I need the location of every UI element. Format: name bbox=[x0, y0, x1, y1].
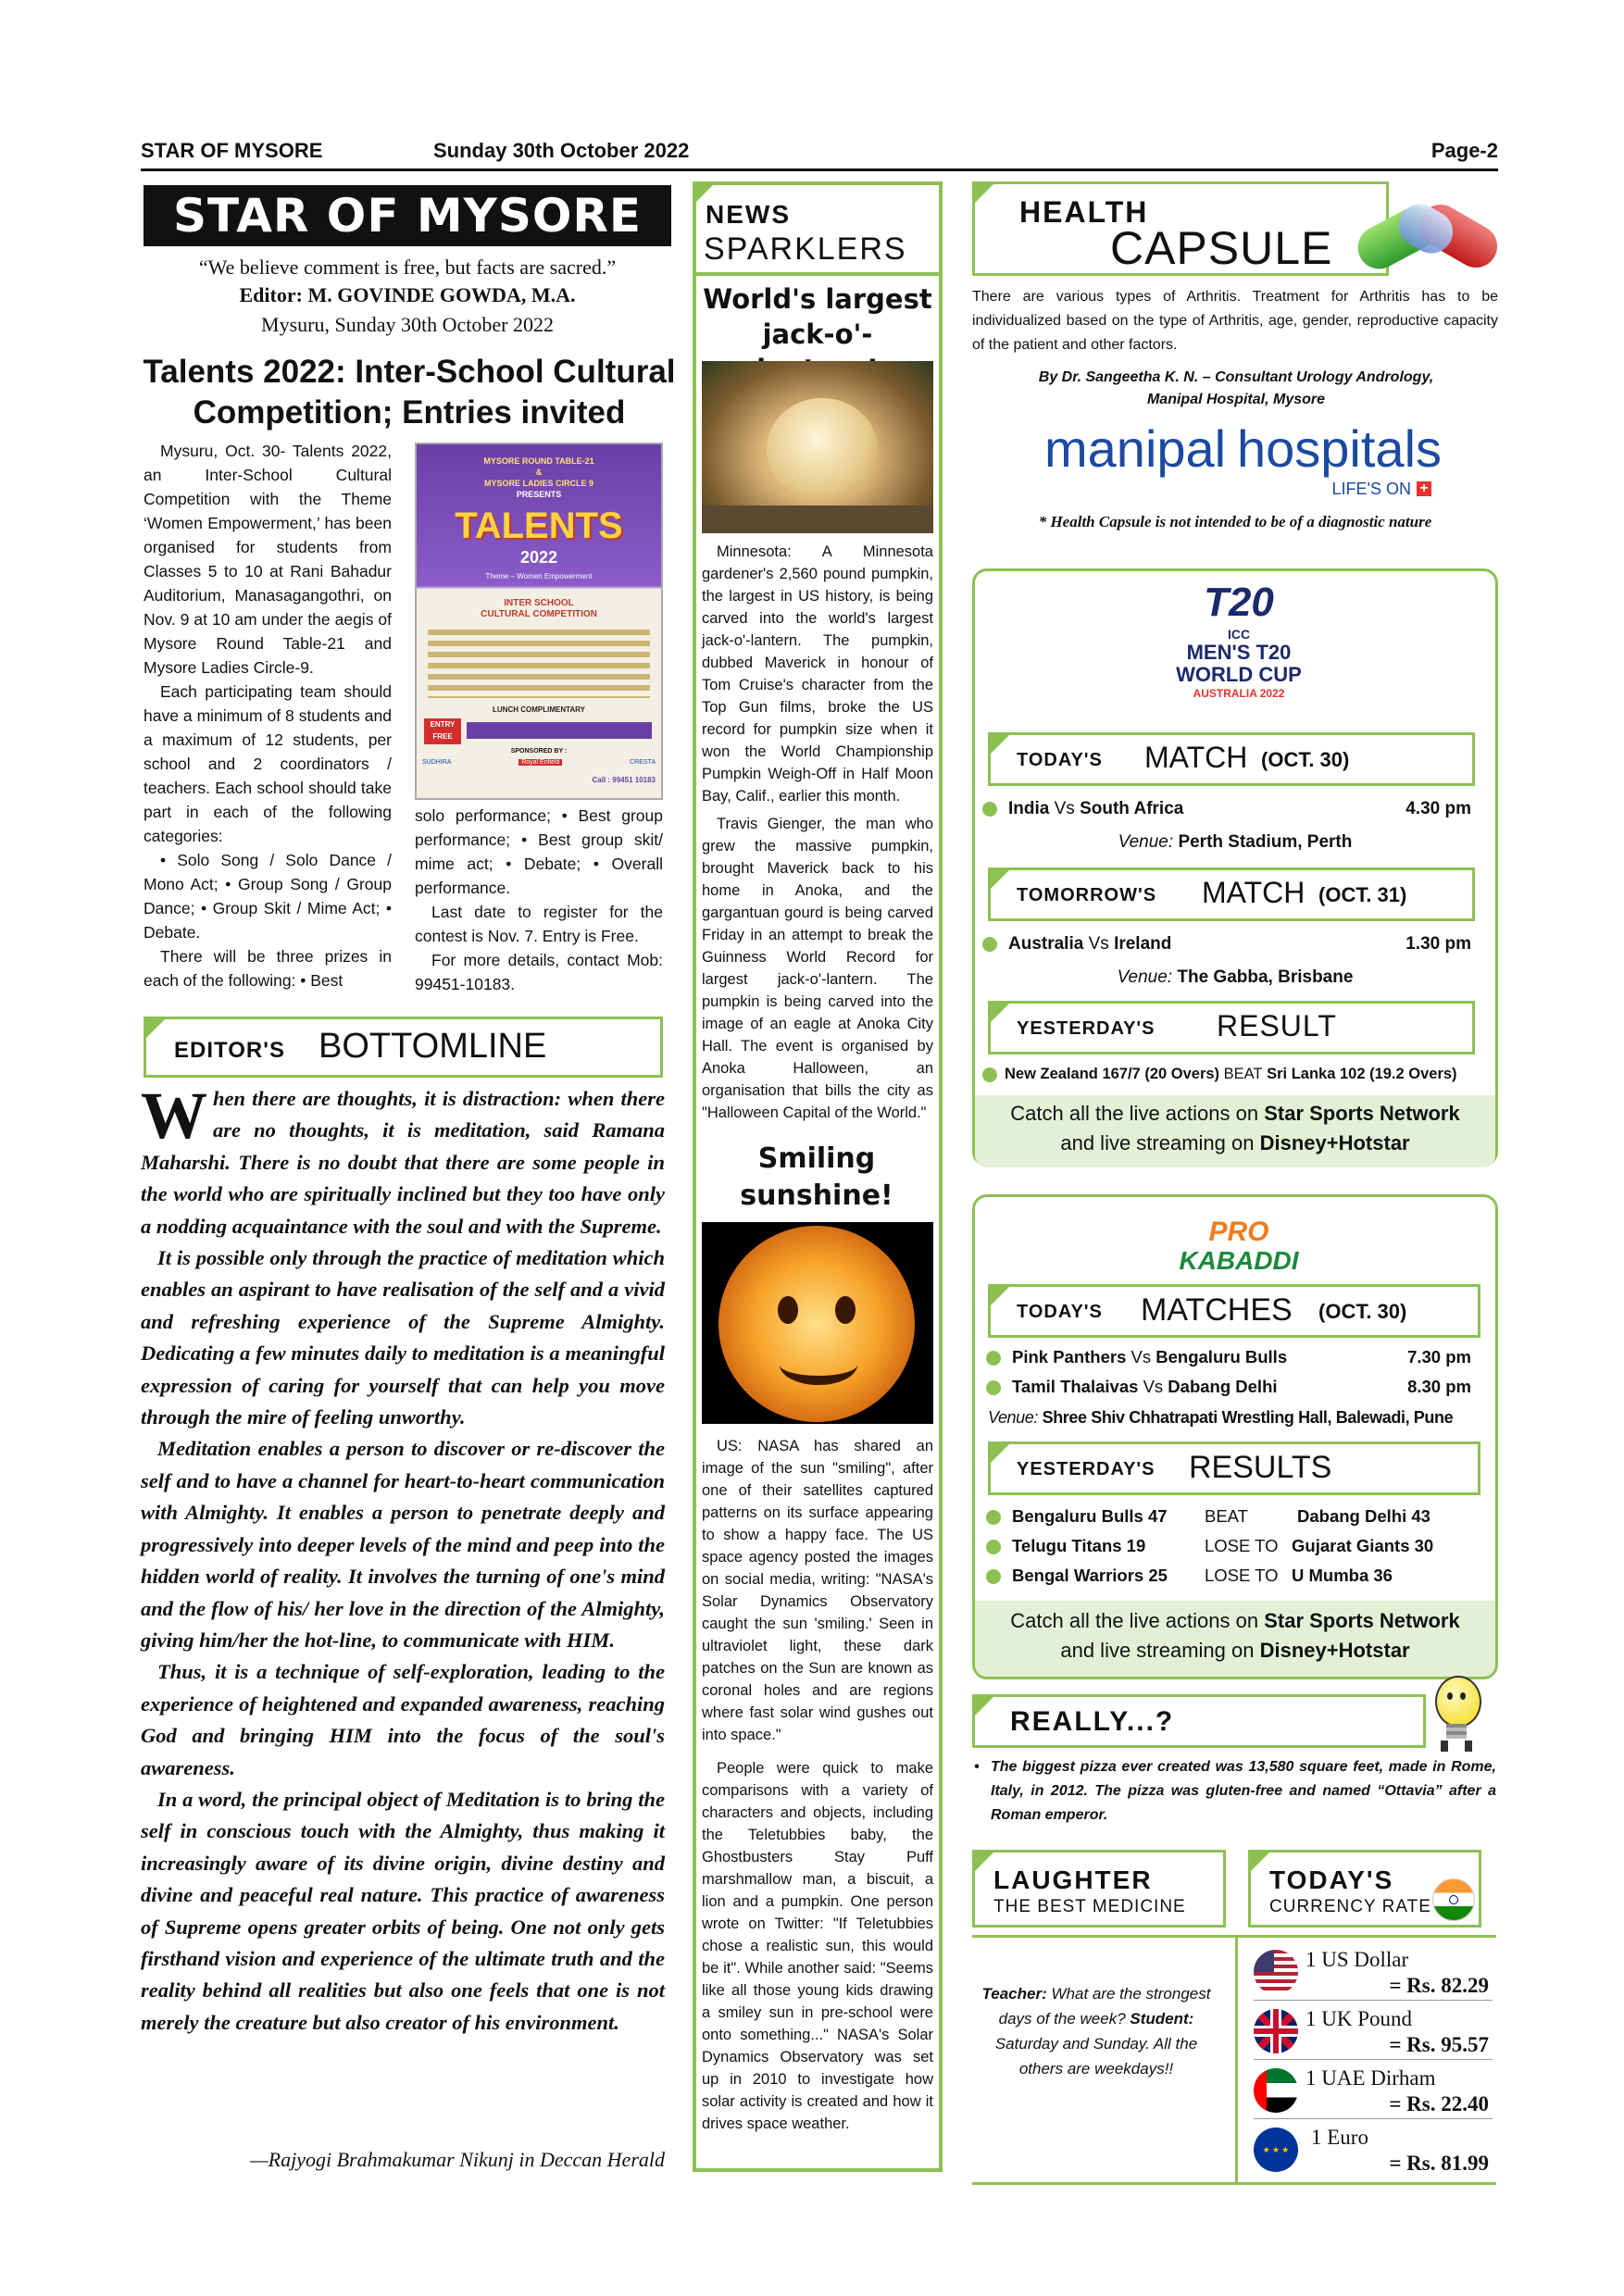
sparklers-column bbox=[693, 181, 943, 2172]
bottomline-para-3: Meditation enables a person to discover or re-discover the self and to have a channel for heart-to-heart communication with Almighty. It enables a person to penetrate deeply and progressively into deeper levels of the mind and peep into the hidden world of reality. It involves the turning of one's mind and the flow of his/ her love in the direction of the Almighty, giving him/her the hot-line, to communicate with HIM. bbox=[141, 1437, 665, 1652]
bottomline-para-4: Thus, it is a technique of self-exploration, leading to the experience of heightened and expanded awareness, reaching God and bringing HIM into the focus of the soul's awareness. bbox=[141, 1660, 665, 1779]
header-page: Page-2 bbox=[1430, 139, 1498, 162]
masthead-bar bbox=[144, 185, 671, 246]
health-body: There are various types of Arthritis. Treatment for Arthritis has to be individualized based on the type of Arthritis, age, gender, reproductive capacity of the patient and other factors. bbox=[972, 289, 1498, 353]
lightbulb-mascot-icon bbox=[1420, 1672, 1493, 1753]
currency-row-2: 1 UK Pound = Rs. 95.57 bbox=[1254, 2007, 1493, 2060]
poster-sponsor-1: SUDHIRA bbox=[422, 759, 452, 766]
health-label-box bbox=[972, 181, 1389, 276]
currency-label-box bbox=[1248, 1850, 1481, 1928]
bullet-dot bbox=[982, 937, 997, 952]
t20-logo-icc: ICC bbox=[1227, 627, 1251, 642]
header-date: Sunday 30th October 2022 bbox=[433, 139, 690, 162]
kabaddi-result-3: Bengal Warriors 25 LOSE TO U Mumba 36 bbox=[986, 1566, 1477, 1586]
kabaddi-venue: Venue: Shree Shiv Chhatrapati Wrestling Hall, Balewadi, Pune bbox=[988, 1408, 1454, 1427]
health-note: * Health Capsule is not intended to be of a diagnostic nature bbox=[1038, 513, 1432, 530]
sun-photo bbox=[702, 1222, 933, 1424]
uae-flag-icon bbox=[1254, 2068, 1298, 2113]
manipal-brand-2: hospitals bbox=[1237, 419, 1443, 478]
manipal-brand-1: manipal bbox=[1044, 419, 1227, 478]
sparklers-story-2 bbox=[702, 1435, 933, 2135]
sparklers-label-1: NEWS bbox=[706, 200, 791, 229]
pumpkin-photo bbox=[702, 361, 933, 533]
sparklers-headline-2: Smiling sunshine! bbox=[740, 1142, 893, 1212]
manipal-tagline: LIFE'S ON bbox=[1331, 480, 1411, 498]
page-header bbox=[141, 137, 1498, 171]
poster-sponsored: SPONSORED BY : bbox=[510, 748, 568, 755]
talents-para-5: solo performance; • Best group performance; • Best group skit/ mime act; • Debate; • Overall performance. bbox=[415, 806, 663, 897]
poster-logo: TALENTS bbox=[455, 505, 623, 546]
poster-call: Call : 99451 10183 bbox=[592, 776, 656, 784]
india-flag-icon bbox=[1432, 1878, 1475, 1921]
kabaddi-yesterday-label: YESTERDAY'S RESULTS bbox=[988, 1441, 1480, 1495]
kabaddi-match-1: Pink Panthers Vs Bengaluru Bulls 7.30 pm bbox=[986, 1347, 1477, 1367]
manipal-logo bbox=[1044, 418, 1452, 502]
masthead-dateline: Mysuru, Sunday 30th October 2022 bbox=[261, 313, 554, 336]
t20-logo-cup: WORLD CUP bbox=[1176, 663, 1302, 686]
uk-flag-icon bbox=[1254, 2009, 1298, 2053]
kabaddi-logo bbox=[1160, 1217, 1318, 1275]
talents-poster bbox=[415, 443, 663, 800]
sparklers-para-2: Travis Gienger, the man who grew the massive pumpkin, brought Maverick back to his home in Anoka, and the gargantuan gourd is being carved Friday in an attempt to break the Guinness World Record for largest jack-o'-lantern. The pumpkin is being carved into the image of an eagle at Anoka City Hall. The event is organised by Anoka Halloween, an organisation that bills the city as "Halloween Capital of the World." bbox=[702, 816, 933, 1121]
really-bullet: • bbox=[974, 1759, 980, 1775]
bottomline-credit: —Rajyogi Brahmakumar Nikunj in Deccan Herald bbox=[250, 2148, 665, 2171]
kabaddi-result-2: Telugu Titans 19 LOSE TO Gujarat Giants 30 bbox=[986, 1536, 1477, 1556]
bottomline-para-5: In a word, the principal object of Meditation is to bring the self in conscious touch with the Almighty, thus making it increasingly aware of its divine origin, divine destiny and divine and peaceful real nature. This practice of awareness of Supreme opens greater orbits of being. One not only gets firsthand vision and experience of the ultimate truth and the reality behind all realities but also one feels that one is not merely the creature but also creator of his environment. bbox=[141, 1787, 665, 2034]
talents-col2 bbox=[415, 804, 663, 996]
talents-col1 bbox=[144, 439, 392, 992]
bullet-dot bbox=[986, 1540, 1001, 1554]
laughter-label-box bbox=[972, 1850, 1226, 1928]
really-fact: • The biggest pizza ever created was 13,580 square feet, made in Rome, Italy, in 2012. The pizza was gluten-free and named “Ottavia” after a Roman emperor. bbox=[972, 1755, 1496, 1828]
laughter-joke: Teacher: What are the strongest days of the week? Student: Saturday and Sunday. All the others are weekdays!! bbox=[981, 1985, 1211, 2078]
currency-label-1: TODAY'S bbox=[1269, 1866, 1394, 1894]
t20-catch-panel: Catch all the live actions on Star Sports Network and live streaming on Disney+Hotstar bbox=[975, 1095, 1495, 1167]
health-label-2: CAPSULE bbox=[1110, 222, 1333, 274]
bottomline-label-bold: EDITOR'S bbox=[174, 1038, 285, 1063]
talents-para-7: For more details, contact Mob: 99451-10183. bbox=[415, 951, 663, 993]
health-byline: By Dr. Sangeetha K. N. – Consultant Urology Andrology, Manipal Hospital, Mysore bbox=[1038, 369, 1434, 407]
kabaddi-catch-panel: Catch all the live actions on Star Sports Network and live streaming on Disney+Hotstar bbox=[975, 1601, 1495, 1677]
bottomline-label: BOTTOMLINE bbox=[319, 1027, 547, 1066]
poster-sponsor-3: CRESTA bbox=[630, 759, 656, 766]
sparklers-label-2: SPARKLERS bbox=[704, 231, 907, 267]
currency-row-1: 1 US Dollar = Rs. 82.29 bbox=[1254, 1948, 1493, 2001]
bullet-dot bbox=[986, 1569, 1001, 1584]
poster-entry1: ENTRY bbox=[430, 720, 456, 729]
poster-sponsor-2: Royal Enfield bbox=[518, 759, 562, 766]
talents-headline: Talents 2022: Inter-School Cultural Competition; Entries invited bbox=[143, 354, 676, 430]
bottomline-dropcap: W bbox=[141, 1079, 207, 1153]
talents-para-2: Each participating team should have a minimum of 8 students and a maximum of 12 students, per school and 2 coordinators / teachers. Each school should take part in each of the following categories: bbox=[144, 682, 392, 845]
poster-org2: MYSORE LADIES CIRCLE 9 bbox=[483, 479, 593, 488]
poster-org1: MYSORE ROUND TABLE-21 bbox=[483, 456, 594, 466]
poster-amp: & bbox=[535, 468, 543, 477]
poster-comp2: CULTURAL COMPETITION bbox=[481, 609, 597, 619]
currency-row-4: ★ ★ ★ 1 Euro = Rs. 81.99 bbox=[1254, 2126, 1493, 2177]
t20-match-2: Australia Vs Ireland 1.30 pm bbox=[982, 934, 1482, 955]
talents-para-4: There will be three prizes in each of the following: • Best bbox=[144, 947, 392, 990]
talents-para-1: Mysuru, Oct. 30- Talents 2022, an Inter-School Cultural Competition with the Theme ‘Women Empowerment,’ has been organised for students from Classes 5 to 10 at Rani Bahadur Auditorium, Manasagangothri, on Nov. 9 at 10 am under the aegis of Mysore Round Table-21 and Mysore Ladies Circle-9. bbox=[144, 442, 392, 677]
bullet-dot bbox=[982, 802, 997, 817]
poster-presents: PRESENTS bbox=[516, 490, 562, 499]
really-label-box bbox=[972, 1694, 1426, 1748]
poster-year: 2022 bbox=[519, 548, 558, 567]
sparklers-headline-1: World's largest jack-o'- bbox=[703, 283, 932, 350]
talents-para-6: Last date to register for the contest is Nov. 7. Entry is Free. bbox=[415, 903, 663, 945]
sparklers-para-4: People were quick to make comparisons with a variety of characters and objects, including the Teletubbies baby, the Ghostbusters Stay Puff marshmallow man, a biscuit, a lion and a pumpkin. One person wrote on Twitter: "If Teletubbies chose a realistic sun, this would be it". While another said: "Seems like all those young kids drawing a smiley sun in pre-school were onto something..." NASA's Solar Dynamics Observatory was set up in 2010 to investigate how solar activity is created and how it drives space weather. bbox=[702, 1760, 933, 2132]
manipal-plus-icon: + bbox=[1417, 481, 1431, 496]
pill-capsule-icon bbox=[1346, 189, 1502, 285]
t20-venue-2: Venue: The Gabba, Brisbane bbox=[1117, 967, 1354, 987]
bullet-dot bbox=[986, 1510, 1001, 1525]
really-label: REALLY...? bbox=[1010, 1706, 1175, 1737]
sparklers-para-1: Minnesota: A Minnesota gardener's 2,560 pound pumpkin, the largest in US history, is being carved into the world's largest jack-o'-lantern. The pumpkin, dubbed Maverick in honour of Tom Cruise's character from the Top Gun films, broke the US record for pumpkin size when it won the World Championship Pumpkin Weigh-Off in Half Moon Bay, Calif., earlier this month. bbox=[702, 543, 933, 805]
kabaddi-box bbox=[972, 1194, 1498, 1679]
bullet-dot bbox=[986, 1380, 1001, 1395]
t20-result-1: New Zealand 167/7 (20 Overs) BEAT Sri Lanka 102 (19.2 Overs) bbox=[982, 1066, 1492, 1083]
bullet-dot bbox=[982, 1067, 997, 1082]
bottomline-body bbox=[141, 1079, 665, 2039]
t20-logo-mens: MEN'S T20 bbox=[1186, 641, 1292, 664]
laughter-label-1: LAUGHTER bbox=[993, 1866, 1153, 1894]
t20-yesterday-label: YESTERDAY'S RESULT bbox=[988, 1001, 1475, 1054]
poster-lunch: LUNCH COMPLIMENTARY bbox=[493, 705, 585, 714]
currency-label-2: CURRENCY RATE bbox=[1269, 1897, 1431, 1916]
sparklers-rule bbox=[696, 272, 939, 276]
t20-logo bbox=[1151, 579, 1327, 718]
header-paper: STAR OF MYSORE bbox=[141, 139, 323, 162]
masthead-title: STAR OF MYSORE bbox=[172, 189, 643, 243]
laughter-label-2: THE BEST MEDICINE bbox=[993, 1897, 1186, 1916]
kabaddi-today-label: TODAY'S MATCHES (OCT. 30) bbox=[988, 1284, 1480, 1338]
bottomline-label-box bbox=[144, 1017, 663, 1078]
talents-para-3: • Solo Song / Solo Dance / Mono Act; • Group Song / Group Dance; • Group Skit / Mime Act; • Debate. bbox=[144, 851, 392, 942]
poster-entry2: FREE bbox=[432, 732, 453, 741]
us-flag-icon bbox=[1254, 1950, 1298, 1994]
kabaddi-match-2: Tamil Thalaivas Vs Dabang Delhi 8.30 pm bbox=[986, 1377, 1477, 1397]
eu-flag-icon: ★ ★ ★ bbox=[1254, 2128, 1298, 2172]
t20-tomorrow-label: TOMORROW'S MATCH (OCT. 31) bbox=[988, 867, 1475, 921]
sparklers-story-1 bbox=[702, 541, 933, 1124]
currency-row-3: 1 UAE Dirham = Rs. 22.40 bbox=[1254, 2066, 1493, 2119]
kabaddi-result-1: Bengaluru Bulls 47 BEAT Dabang Delhi 43 bbox=[986, 1506, 1477, 1527]
t20-box bbox=[972, 568, 1498, 1167]
health-label-1: HEALTH bbox=[1019, 195, 1149, 229]
masthead-motto: “We believe comment is free, but facts are sacred.” bbox=[198, 256, 617, 279]
poster-comp1: INTER SCHOOL bbox=[504, 598, 574, 608]
kabaddi-logo-name: KABADDI bbox=[1179, 1246, 1299, 1275]
t20-venue-1: Venue: Perth Stadium, Perth bbox=[1118, 832, 1353, 852]
t20-match-1: India Vs South Africa 4.30 pm bbox=[982, 799, 1482, 819]
masthead-editor: Editor: M. GOVINDE GOWDA, M.A. bbox=[239, 283, 576, 306]
bottomline-para-1: When there are thoughts, it is distraction: when there are no thoughts, it is meditation, said Ramana Maharshi. There is no doubt that there are some people in the world who are spiritually inclined but they too have only a nodding acquaintance with the soul and with the Supreme. bbox=[141, 1079, 665, 1238]
t20-logo-host: AUSTRALIA 2022 bbox=[1193, 687, 1285, 700]
sparklers-para-3: US: NASA has shared an image of the sun "smiling", after one of their satellites captured patterns on its surface appearing to show a happy face. The US space agency posted the images on social media, writing: "NASA's Solar Dynamics Observatory caught the sun 'smiling.' Seen in ultraviolet light, these dark patches on the Sun are known as coronal holes and are regions where fast solar wind gushes out into space." bbox=[702, 1438, 933, 1743]
poster-theme: Theme – Women Empowerment bbox=[485, 572, 593, 580]
t20-logo-mark: T20 bbox=[1204, 580, 1274, 625]
bullet-dot bbox=[986, 1351, 1001, 1366]
t20-today-label: TODAY'S MATCH (OCT. 30) bbox=[988, 732, 1475, 786]
currency-divider bbox=[1235, 1938, 1238, 2182]
kabaddi-logo-pro: PRO bbox=[1208, 1217, 1269, 1247]
bottomline-para-2: It is possible only through the practice of meditation which enables an aspirant to have realisation of the self and a vivid and refreshing experience of the Supreme Almighty. Dedicating a few minutes daily to meditation is a meaningful expression of caring for yourself that can help you move through the mire of feeling unworthy. bbox=[141, 1246, 665, 1429]
